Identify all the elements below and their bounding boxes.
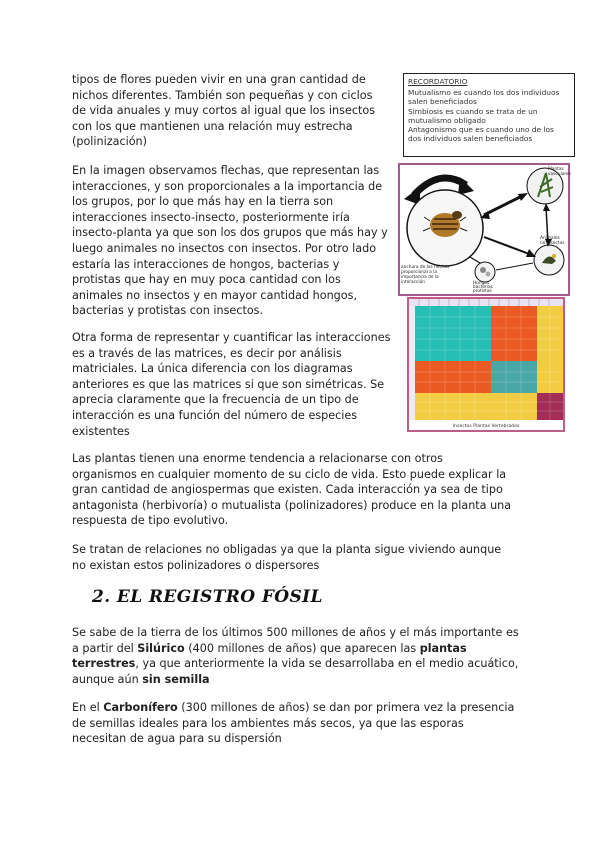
bold-term: Silúrico [137,641,185,655]
interaction-diagram [398,163,570,296]
text-line [72,656,519,672]
label-animals: no insectos [540,241,565,246]
text-line: los grupos, por lo que más hay en la tierra son [72,195,334,209]
text-line: Otra forma de representar y cuantificar las interacciones [72,331,391,344]
text-line: (polinización) [72,135,148,149]
paragraph-intro [72,72,375,150]
reminder-line: Mutualismo es cuando los dos individuos [408,88,560,98]
paragraph-plant-relations [72,451,511,529]
matrix-block-vertebrate-plant [491,393,537,420]
text-run: (300 millones de años) se dan por primera vez la presencia [177,701,515,714]
text-line: tipos de flores pueden vivir en una gran cantidad de [72,73,366,86]
text-line: Se tratan de relaciones no obligadas ya que la planta sigue viviendo aunque [72,543,502,556]
reminder-title: RECORDATORIO [408,77,468,86]
text-line: anteriores es que las matrices si que son simétricas. Se [72,377,385,391]
text-line: luego animales no insectos con insectos. Por otro lado [72,241,377,255]
text-run: (400 millones de años) que aparecen las [184,641,420,655]
text-line: insecto-planta ya que son los dos grupos que más hay y [72,226,388,240]
interaction-matrix [407,297,565,432]
text-line: existentes [72,424,130,438]
diagram-caption: proporcional a la [401,270,437,275]
text-line: En la imagen observamos flechas, que representan las [72,164,380,177]
text-line: interacciones, y son proporcionales a la importancia de [72,179,383,193]
text-line: gran cantidad de angiospermas que existen. Cada interacción ya sea de tipo [72,483,503,497]
insect-animal-arrow [484,237,532,255]
paragraph-non-obligate [72,542,501,573]
text-line: de vida anuales y muy cortos al igual que los insectos [72,104,376,118]
text-line: antagonista (herbivoría) o mutualista (polinizadores) produce en la planta una [72,498,512,512]
text-line: aprecia claramente que la frecuencia de un tipo de [72,393,359,407]
text-line: necesitan de agua para su dispersión [72,732,282,746]
matrix-block-insect-insect [415,306,491,361]
matrix-block-vertebrate-insect [415,393,491,420]
label-fungi: protistas [473,289,492,294]
text-line: interacciones insecto-insecto, posteriormente iría [72,210,350,224]
text-line: organismos en cualquier momento de su ciclo de vida. Esto puede explicar la [72,467,507,481]
paragraph-silurian [72,625,519,687]
bold-term: terrestres [72,657,136,671]
text-line: no existan estos polinizadores o dispersores [72,558,320,572]
reminder-line: mutualismo obligado [408,115,486,125]
bold-term: plantas [419,641,467,655]
matrix-block-insect-plant [491,306,537,361]
text-line: Se sabe de la tierra de los últimos 500 millones de años y el más importante es [72,626,519,639]
text-line: estaría las interacciones de hongos, bacterias y [72,257,340,271]
matrix-block-plant-insect [415,361,491,393]
bold-term: Carbonífero [103,701,178,714]
paragraph-matrices [72,330,390,439]
reminder-line: Simbiosis es cuando se trata de un [408,106,538,116]
label-plants: Plantas [548,167,564,172]
reminder-line: Antagonismo que es cuando uno de los [408,125,554,135]
label-fungi: bacterias [473,285,493,290]
diagram-caption: anchura de las flechas [401,265,450,270]
matrix-header [409,299,563,306]
diagram-caption: interacción [401,280,425,285]
text-line: animales no insectos y en mayor cantidad hongos, [72,288,357,302]
reminder-box [403,73,575,157]
section-heading: 2. EL REGISTRO FÓSIL [92,587,323,607]
text-line: matriciales. La única diferencia con los diagramas [72,362,353,376]
diagram-caption: importancia de la [401,275,439,280]
text-line: nichos diferentes. También son pequeñas y con ciclos [72,88,373,102]
text-run: a partir del [72,641,138,655]
text-line [72,672,519,688]
paragraph-carboniferous [72,700,514,747]
text-line: bacterias y protistas con insectos. [72,304,264,318]
insect-fungi-arrow [470,257,480,263]
text-line: Las plantas tienen una enorme tendencia a relacionarse con otros [72,452,443,465]
fungi-animal-arrow [496,263,533,270]
matrix-block-plant-plant [491,361,537,393]
matrix-caption: Insectos Plantas Vertebrados [452,424,520,429]
reminder-line: salen beneficiados [408,97,477,107]
text-line: es a través de las matrices, es decir por análisis [72,346,342,360]
text-line [72,641,519,657]
insect-plant-arrow [484,195,524,215]
text-line: interacción es una función del número de especies [72,408,358,422]
label-animals: Animales [540,236,560,241]
text-line: de semillas ideales para los ambientes más secos, ya que las esporas [72,716,464,730]
text-run: En el [72,701,104,714]
arrowhead-icon [458,177,474,195]
paragraph-diagram-explanation [72,163,388,319]
text-line: protistas que hay en muy poca cantidad con los [72,273,341,287]
bold-term: sin semilla [142,672,210,686]
text-line: con los que mantienen una relación muy estrecha [72,119,353,133]
text-run: aunque aún [72,672,143,686]
reminder-line: dos individuos salen beneficiados [408,134,533,144]
text-run: , ya que anteriormente la vida se desarrollaba en el medio acuático, [135,657,519,671]
label-fungi: Hongos [473,281,490,286]
label-plants: vasculares [548,172,571,177]
text-line [72,700,514,716]
text-line: respuesta de tipo evolutivo. [72,514,229,528]
